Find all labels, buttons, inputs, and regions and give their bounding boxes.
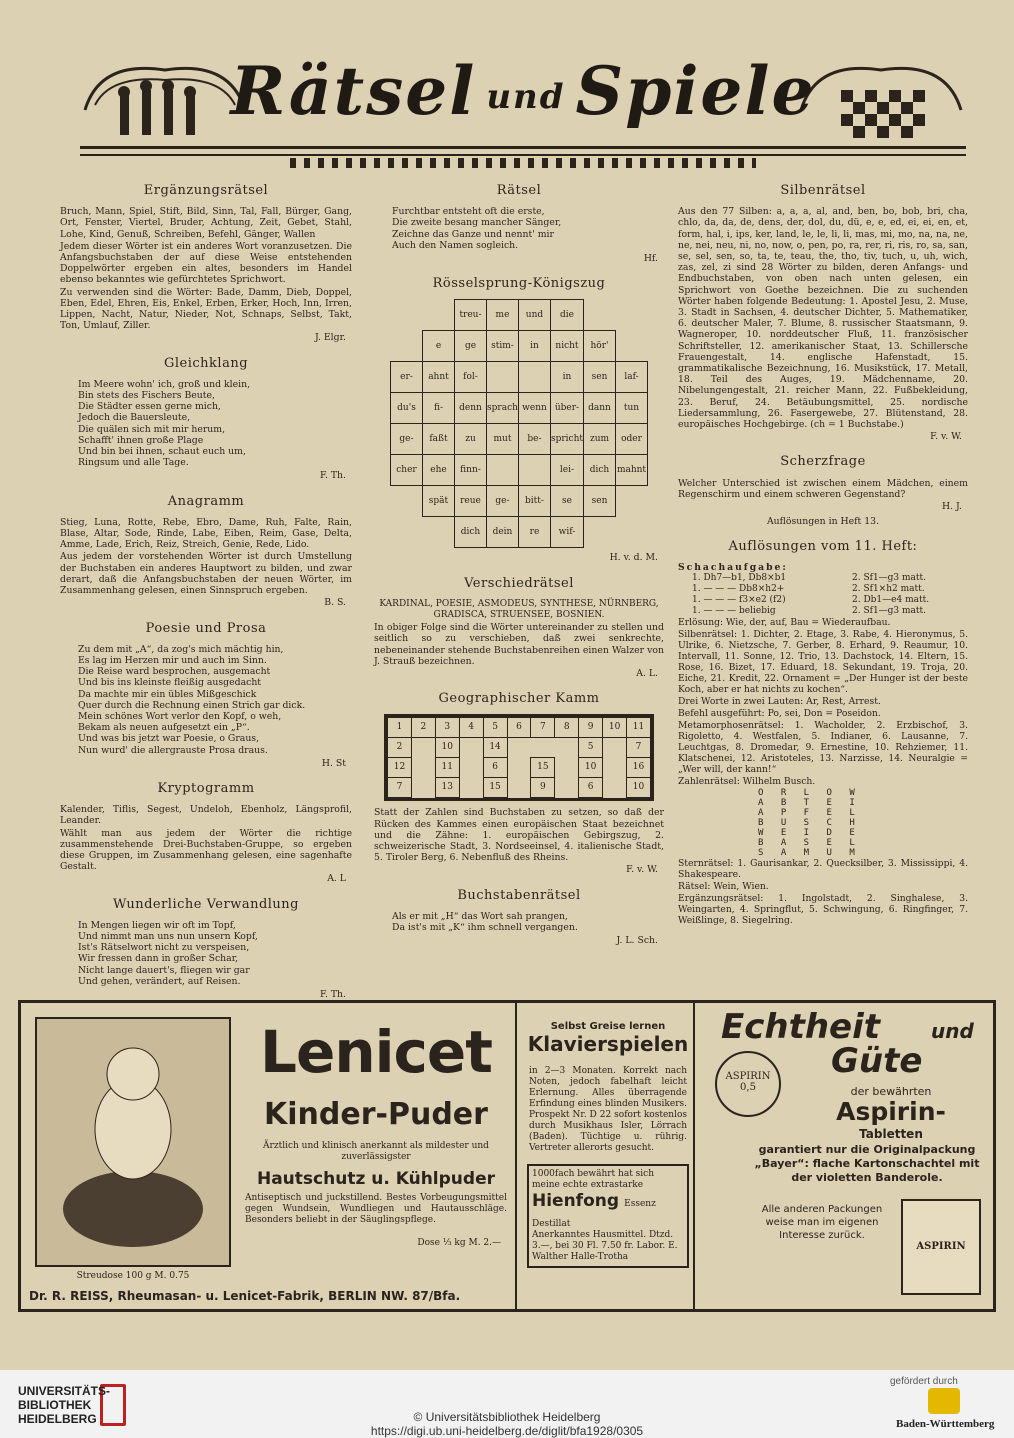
knight-cell: faßt [422,424,454,455]
text: garantiert nur die Originalpackung „Bayer“: flache Kartonschachtel mit der violetten Banderole. [754,1143,980,1184]
text: Jedem dieser Wörter ist ein anderes Wort voranzusetzen. Die Anfangsbuchstaben der auf diese Weise entstehenden Doppelwörter ergeben ein altes, besonders im Handel ebenso bekanntes wie gefürchtetes Sprichwort. [60,240,352,286]
knight-cell [486,455,518,486]
puzzle-buchstaben [374,887,664,947]
funder-name: Baden-Württemberg [896,1418,995,1430]
knight-cell: wif- [550,517,583,548]
text: Hautschutz u. Kühlpuder [256,1169,495,1189]
funding-label: gefördert durch [890,1376,958,1387]
signature: F. v. W. [930,431,962,443]
knight-cell [584,517,616,548]
signature: F. v. W. [626,864,658,876]
signature: H. J. [942,501,962,513]
text: Ergänzungsrätsel: 1. Ingolstadt, 2. Singhalese, 3. Weingarten, 4. Springflut, 5. Schwingung, 6. Ringfinger, 7. Weißlinge, 8. Siegelring. [678,893,968,927]
knight-cell: und [518,300,550,331]
knight-cell: sprach [486,393,518,424]
knight-cell [616,486,648,517]
ad-lenicet [21,1003,517,1309]
knight-cell: lei- [550,455,583,486]
text: Befehl ausgeführt: Po, sei, Don = Poseidon. [678,708,881,720]
section-title: Rösselsprung-Königszug [432,276,606,292]
puzzle-scherzfrage [678,456,968,527]
text: Alle anderen Packungen weise man im eigenen Interesse zurück. [761,1204,883,1241]
text: Antiseptisch und juckstillend. Bestes Vorbeugungsmittel gegen Wundsein, Wundliegen und Hautausschläge. Besonders beliebt in der Säuglingspflege. [245,1193,507,1225]
text: Kalender, Tiflis, Segest, Undeloh, Ebenholz, Längsprofil, Leander. [60,804,352,827]
puzzle-kryptogramm [60,780,352,885]
permalink[interactable]: https://digi.ub.uni-heidelberg.de/diglit/bfa1928/0305 [370,1424,644,1438]
section-title: Buchstabenrätsel [457,887,581,903]
knight-cell: zu [454,424,486,455]
knight-cell: wenn [518,393,550,424]
baby-image [37,1019,229,1265]
header-pattern [290,158,756,168]
advertisement-strip [18,1000,996,1312]
signature: J. Elgr. [314,332,346,344]
knight-cell [390,331,422,362]
knight-cell: fol- [454,362,486,393]
knight-cell: ahnt [422,362,454,393]
ad-aspirin [701,1003,993,1309]
ad-klavier [523,1003,695,1309]
text: in 2—3 Monaten. Korrekt nach Noten, jedoch fabelhaft leicht Erlernung. Alles überragende Erfindung eines blinden Musikers. Prospekt Nr. D 22 sofort kostenlos durch Musikhaus Isler, Lörrach (Baden). Tüchtige u. rührig. Vertreter allerorts gesucht. [529,1066,687,1153]
knight-cell: ehe [422,455,454,486]
knight-cell: sen [584,486,616,517]
knight-cell: cher [390,455,422,486]
comb-grid: 1 2 3 4 5 6 7 8 9 10 11 2 10 14 5 7 12 11 6 15 10 16 7 13 15 9 6 10 [384,714,654,801]
text: Welcher Unterschied ist zwischen einem Mädchen, einem Regenschirm und einem schweren Gegenstand? [678,477,968,500]
knight-cell: die [550,300,583,331]
column-middle [374,185,664,960]
text: Auflösungen in Heft 13. [766,516,880,528]
text: Tabletten [859,1127,923,1141]
knight-cell: ge- [390,424,422,455]
section-title: Auflösungen vom 11. Heft: [728,539,918,555]
label: Schachaufgabe: [678,562,788,574]
knight-cell [616,300,648,331]
signature: B. S. [324,597,346,609]
knight-cell: in [550,362,583,393]
knight-cell: hör' [584,331,616,362]
page-title: Rätsel und Spiele [230,52,816,130]
knight-grid [390,299,648,548]
product-title: Kinder-Puder [264,1097,488,1132]
text: Essenz Destillat [532,1199,656,1229]
knight-cell: zum [584,424,616,455]
text: KARDINAL, POESIE, ASMODEUS, SYNTHESE, NÜRNBERG, GRADISCA, STRUENSEE, BOSNIEN. [379,598,659,621]
knight-cell [616,331,648,362]
text: der bewährten [850,1085,932,1098]
knight-cell: spricht [550,424,583,455]
knight-cell: mut [486,424,518,455]
text: Echtheit [721,1007,881,1047]
text: Stieg, Luna, Rotte, Rebe, Ebro, Dame, Ruh, Falte, Rain, Blase, Altar, Sode, Rinde, Labe, Eiben, Reim, Gase, Delta, Amme, Lade, Erich, Reiz, Streich, Genie, Rede, Lido. [60,516,352,551]
text: Selbst Greise lernen [550,1021,666,1032]
bw-coat-of-arms-icon [928,1388,960,1414]
text: Güte [831,1041,923,1081]
knight-cell: e [422,331,454,362]
puzzle-kamm [374,693,664,875]
puzzle-roesselsprung [374,278,664,563]
knight-cell [616,517,648,548]
signature: F. Th. [319,988,346,1000]
puzzle-verschieb [374,575,664,680]
column-right [678,185,968,927]
poem: In Mengen liegen wir oft im Topf, Und nimmt man uns nun unsern Kopf, Ist's Rätselwort nicht zu verspeisen, Wir fressen dann in großer Schar, Nicht lange dauert's, fliegen wir gar Und gehen, verändert, auf Reisen. [78,919,258,987]
text: Hienfong [532,1191,620,1211]
knight-cell: mahnt [616,455,648,486]
text: Zahlenrätsel: Wilhelm Busch. [678,776,816,788]
knight-cell: denn [454,393,486,424]
text: Klavierspielen [527,1032,689,1056]
section-title: Rätsel [496,183,542,198]
brand-lenicet: Lenicet [260,1018,492,1086]
text: Zu verwenden sind die Wörter: Bade, Damm, Dieb, Doppel, Eben, Edel, Ehren, Eis, Enkel, Erben, Erker, Hoch, Inn, Irren, Lippen, Nacht, Natur, Nieder, Not, Schnaps, Selbst, Takt, Ton, Umlauf, Ziller. [60,286,352,332]
header-rule [80,146,966,156]
text: Aus jedem der vorstehenden Wörter ist durch Umstellung der Buchstaben ein anderes Hauptwort zu bilden, und zwar derart, daß die Anfangsbuchstaben der neuen Wörter, im Zusammenhang gelesen, einen Sinnspruch ergeben. [60,551,352,597]
knight-cell: dich [454,517,486,548]
knight-cell: reue [454,486,486,517]
signature: F. Th. [319,470,346,482]
poem: Als er mit „H“ das Wort sah prangen, Da ist's mit „K“ ihm schnell vergangen. [392,910,578,934]
section-title: Wunderliche Verwandlung [112,896,299,912]
text: Drei Worte in zwei Lauten: Ar, Rest, Arrest. [678,696,881,708]
signature: J. L. Sch. [616,935,658,947]
aspirin-box [901,1199,981,1295]
puzzle-verwandlung [60,896,352,1001]
knight-cell [518,362,550,393]
knight-cell: über- [550,393,583,424]
signature: A. L [327,873,346,885]
knight-cell: me [486,300,518,331]
knight-cell: ge [454,331,486,362]
knight-cell [390,517,422,548]
chess-solution: 1. Dh7—b1, Db8×b1 2. Sf1—g3 matt. 1. — — — Db8×h2+ 2. Sf1×h2 matt. 1. — — — f3×e2 (f2) 2. Db1—e4 matt. 1. — — — beliebig 2. Sf1—g3 matt. [692,573,930,617]
knight-cell [422,517,454,548]
text: Wählt man aus jedem der Wörter die richtige zusammenstehende Drei-Buchstaben-Gruppe, so ergeben diese Gruppen, im Zusammenhang gelesen, eine sagenhafte Gestalt. [60,827,352,873]
puzzle-poesie-prosa [60,620,352,769]
knight-cell: oder [616,424,648,455]
text: Dose ⅓ kg M. 2.— [417,1238,501,1248]
aspirin-seal [715,1051,781,1117]
text: In obiger Folge sind die Wörter untereinander zu stellen und seitlich so zu verschieben, daß zwei senkrechte, nebeneinander stehende Buchstabenreihen einen Walzer von J. Strauß bezeichnen. [374,622,664,667]
signature: H. v. d. M. [609,552,658,564]
knight-cell: ge- [486,486,518,517]
knight-cell: be- [518,424,550,455]
text: Aspirin- [836,1097,946,1126]
knight-cell: spät [422,486,454,517]
puzzle-anagramm [60,493,352,609]
section-title: Gleichklang [163,355,249,371]
text: Silbenrätsel: 1. Dichter, 2. Etage, 3. Rabe, 4. Hieronymus, 5. Ulrike, 6. Nietzsche, 7. Gerber, 8. Erhard, 9. Reaumur, 10. Intervall, 11. Sonne, 12. Trio, 13. Dachstock, 14. Eltern, 15. Rose, 16. Bizet, 17. Eduard, 18. Sekundant, 19. Troja, 20. Eiche, 21. Kredit, 22. Ornament = „Der Hunger ist der beste Koch, aber er hat nichts zu kochen“. [678,629,968,696]
knight-cell [584,300,616,331]
knight-cell: fi- [422,393,454,424]
knight-cell: laf- [616,362,648,393]
knight-cell: du's [390,393,422,424]
header-banner [80,30,966,170]
knight-cell: nicht [550,331,583,362]
baby-illustration [35,1017,231,1267]
knight-cell: treu- [454,300,486,331]
poem: Furchtbar entsteht oft die erste, Die zweite besang mancher Sänger, Zeichne das Ganze und nennt' mir Auch den Namen sogleich. [392,206,562,251]
text: und [931,1019,974,1043]
library-name: UNIVERSITÄTS- BIBLIOTHEK HEIDELBERG [18,1384,111,1426]
knight-cell [486,362,518,393]
section-title: Anagramm [167,493,245,509]
section-title: Poesie und Prosa [145,620,267,636]
solutions [678,541,968,926]
poem: Zu dem mit „A“, da zog's mich mächtig hin, Es lag im Herzen mir und auch im Sinn. Die Reise ward besprochen, ausgemacht Und bis ins kleinste fleißig ausgedacht Da machte mir ein übles Mißgeschick Quer durch die Rechnung einen Strich gar dick. Mein schönes Wort verlor den Kopf, o weh, Bekam als neuen aufgesetzt ein „P“. Und was bis jetzt war Poesie, o Graus, Nun wurd' die allergrauste Prosa draus. [78,643,306,756]
text: Streudose 100 g M. 0.75 [76,1271,190,1281]
knight-cell: sen [584,362,616,393]
knight-cell: dein [486,517,518,548]
knight-cell: finn- [454,455,486,486]
puzzle-silben [678,185,968,442]
ad-hienfong [527,1164,689,1268]
knight-cell: stim- [486,331,518,362]
signature: A. L. [636,668,658,680]
copyright: © Universitätsbibliothek Heidelberg [413,1410,601,1424]
knight-cell [390,486,422,517]
knight-cell: dich [584,455,616,486]
text: 0,5 [740,1082,756,1093]
column-left [60,185,352,1014]
knight-cell [390,300,422,331]
knight-cell [422,300,454,331]
text: Ärztlich und klinisch anerkannt als mildester und zuverlässigster [263,1141,489,1162]
section-title: Verschiedrätsel [464,575,574,591]
section-title: Scherzfrage [780,454,866,470]
puzzle-raetsel [374,185,664,264]
letter-grid: O R L O W A B T E I A P F E L B U S C H W E I D E B A S E L S A M U M [758,788,861,859]
signature: Hf. [643,253,658,265]
text: 1000fach bewährt hat sich meine echte extrastarke [532,1169,655,1190]
section-title: Silbenrätsel [780,183,866,198]
text: ASPIRIN [725,1071,771,1082]
footer [0,1370,1014,1438]
text: Statt der Zahlen sind Buchstaben zu setzen, so daß der Rücken des Kammes einen europäischen Staat bezeichnet und die Zähne: 1. europäischen Gebirgszug, 2. schweizerische Stadt, 3. Nordseeinsel, 4. italienische Stadt, 5. Tiroler Berg, 6. Nebenfluß des Rheins. [374,807,664,864]
puzzle-ergaenzung [60,185,352,344]
knight-cell: tun [616,393,648,424]
knight-cell: bitt- [518,486,550,517]
section-title: Geographischer Kamm [438,691,600,707]
knight-cell: re [518,517,550,548]
text: Erlösung: Wie, der, auf, Bau = Wiederaufbau. [678,617,891,629]
poem: Im Meere wohn' ich, groß und klein, Bin stets des Fischers Beute, Die Städter essen gerne mich, Jedoch die Bauersleute, Die quälen sich mit mir herum, Schafft' ihnen große Plage Und bin bei ihnen, schaut euch um, Ringsum und alle Tage. [78,378,251,469]
knight-cell: se [550,486,583,517]
text: Anerkanntes Hausmittel. Dtzd. 3.—, bei 30 Fl. 7.50 fr. Labor. E. Walther Halle-Trotha [532,1230,678,1262]
signature: H. St [321,757,346,769]
text: Aus den 77 Silben: a, a, a, al, and, ben, bo, bob, bri, cha, chlo, da, da, de, dens, der, dol, du, dü, e, e, ed, ei, ei, en, et, form, hal, i, ips, ker, land, le, le, li, li, mas, mi, mo, na, na, ne, ne, nei, neu, ni, no, now, o, pen, po, ra, rer, ri, ris, ro, sa, san, se, sel, sen, so, ta, te, teau, the, tho, tiv, tuch, u, uh, wich, zas, zel, zi sind 28 Wörter zu bilden, deren Anfangs- und Endbuchstaben, von oben nach unten gelesen, ein Sprichwort von Goethe bezeichnen. Die zu suchenden Wörter haben folgende Bedeutung: 1. Apostel Jesu, 2. Muse, 3. Stadt in Sachsen, 4. deutscher Dichter, 5. Mathematiker, 6. deutscher Maler, 7. Blume, 8. russischer Staatsmann, 9. Wagneroper, 10. norddeutscher Fluß, 11. französischer Schriftsteller, 12. amerikanischer Staat, 13. Schillersche Frauengestalt, 14. englische Hafenstadt, 15. grammatikalische Bezeichnung, 16. Musikstück, 17. Metall, 18. Teil des Auges, 19. Mädchenname, 20. Nibelungengestalt, 21. reicher Mann, 22. Fußbekleidung, 23. Beruf, 24. Betäubungsmittel, 25. nordische Liedersammlung, 26. Fasergewebe, 27. Blütenstand, 28. europäisches Hochgebirge. (ch = 1 Buchstabe.) [678,206,968,431]
puzzle-gleichklang [60,355,352,482]
knight-cell: in [518,331,550,362]
text: Bruch, Mann, Spiel, Stift, Bild, Sinn, Tal, Fall, Bürger, Gang, Ort, Fenster, Viertel, Bruder, Achtung, Zeit, Gebet, Stahl, Lohe, Kind, Genuß, Schreiben, Befehl, Gänger, Wallen [60,206,352,240]
section-title: Kryptogramm [157,780,255,796]
text: Metamorphosenrätsel: 1. Wacholder, 2. Erzbischof, 3. Rigoletto, 4. Westfalen, 5. Indianer, 6. Lausanne, 7. Leuchtgas, 8. Dromedar, 9. Ernestine, 10. Rehziemer, 11. Klatschenei, 12. Aristoteles, 13. Narzisse, 14. Neuralgie = „Wer will, der kann!“ [678,720,968,776]
section-title: Ergänzungsrätsel [143,183,269,198]
text: ASPIRIN [916,1241,966,1252]
knight-cell: er- [390,362,422,393]
knight-cell [518,455,550,486]
text: Rätsel: Wein, Wien. [678,881,769,893]
text: Sternrätsel: 1. Gaurisankar, 2. Quecksilber, 3. Mississippi, 4. Shakespeare. [678,858,968,881]
knight-cell: dann [584,393,616,424]
text: Dr. R. REISS, Rheumasan- u. Lenicet-Fabrik, BERLIN NW. 87/Bfa. [29,1289,461,1303]
